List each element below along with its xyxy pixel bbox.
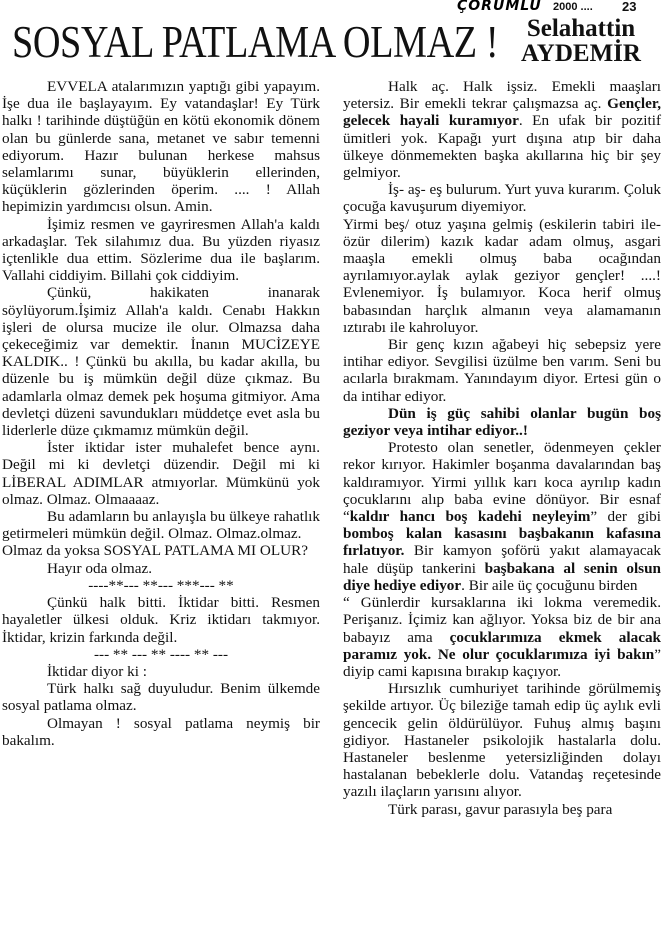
paragraph: Olmaz da yoksa SOSYAL PATLAMA MI OLUR?	[2, 542, 308, 560]
bold-text: başbakana al senin olsun diye hediye ediyor	[343, 559, 661, 594]
text-run: Protesto olan senetler, ödenmeyen çekler rekor kırıyor. Hakimler boşanma davalarından baş kaldıramıyor. Yirmi yıllık karı koca ayrılıp kadın çocuklarını alıp baba evine dönüyor. Bir esnaf “	[343, 439, 661, 526]
paragraph: Bu adamların bu anlayışla bu ülkeye rahatlık getirmeleri mümkün değil. Olmaz. Olmaz.olmaz.	[2, 508, 320, 543]
paragraph	[343, 439, 661, 594]
text-run: “ Günlerdir kursaklarına iki lokma veremedik. Perişanız. İçimiz kan ağlıyor. Yoksa biz de bir ana babayız ama	[343, 594, 661, 646]
text-run: Bir kamyon şoförü yakıt alamayacak hale düşüp tankerini	[343, 542, 661, 577]
page-number: 23	[622, 0, 637, 14]
masthead	[0, 0, 662, 70]
paragraph: Hırsızlık cumhuriyet tarihinde görülmemiş şekilde artıyor. Üç bileziğe tamah edip üç aylık evli gencecik gelin öldürülüyor. Fuhuş almış başını gidiyor. Hastaneler psikolojik hastalarla dolu. Hastaneler beslenme yetersizliğinden dolayı hastalanan bebeklerle dolu. Vatandaş reçetesinde yazılı ilaçların yarısını alıyor.	[343, 680, 661, 801]
paragraph: İş- aş- eş bulurum. Yurt yuva kurarım. Çoluk çocuğa kavuşurum diyemiyor.	[343, 181, 661, 216]
issue-year: 2000 ....	[553, 1, 593, 13]
paragraph: Hayır oda olmaz.	[47, 559, 153, 577]
text-run: Halk aç. Halk işsiz. Emekli maaşları yetersiz. Bir emekli tekrar çalışmazsa aç.	[343, 78, 661, 113]
text-run: ” diyip cami kapısına bırakıp kaçıyor.	[343, 645, 661, 680]
newspaper-brand: ÇORUMLU	[457, 0, 542, 14]
separator: --- ** --- ** ---- ** ---	[93, 645, 229, 663]
paragraph: İktidar diyor ki :	[47, 662, 147, 680]
author-last-name: AYDEMİR	[521, 40, 641, 67]
right-column	[343, 78, 661, 818]
paragraph	[343, 405, 661, 439]
text-run: . En ufak bir pozitif ümitleri yok. Kapağı yurt dışına atıp bir daha ülkeye dönmemekten başka akıllarına hiç bir şey gelmiyor.	[343, 112, 661, 182]
bold-text: Dün iş güç sahibi olanlar bugün boş geziyor veya intihar ediyor..!	[343, 404, 661, 440]
article-headline: SOSYAL PATLAMA OLMAZ !	[12, 17, 499, 67]
paragraph: Yirmi beş/ otuz yaşına gelmiş (eskilerin tabiri ile- özür dilerim) kazık kadar adam olmuş, asgari maaşla emekli olmuş baba ocağından ayrılamıyor.aylak aylak geziyor gençler! ....! Evlenemiyor. İş bulamıyor. Koca herif olmuş babasından harçlık almanın veya alamamanın ıztırabı ile kahroluyor.	[343, 215, 661, 336]
paragraph: Türk parası, gavur parasıyla beş para	[388, 800, 613, 818]
text-run: ” der gibi	[590, 508, 661, 526]
paragraph	[343, 78, 661, 181]
bold-text: kaldır hancı boş kadehi neyleyim	[349, 508, 591, 526]
paragraph	[343, 594, 661, 680]
paragraph: Türk halkı sağ duyuludur. Benim ülkemde sosyal patlama olmaz.	[2, 680, 320, 715]
author-byline	[506, 16, 656, 66]
paragraph: EVVELA atalarımızın yaptığı gibi yapayım. İşe dua ile başlayayım. Ey vatandaşlar! Ey Türk halkı ! tarihinde düştüğün en kötü ekonomik dönem olan bu günlerde sana, metanet ve sabır temenni ediyorum. Hazır bulunan herkese mahsus selamlarımı sunar, büyüklerin ellerinden, küçüklerin gözlerinden öperim. .... ! Allah hepimizin yardımcısı olsun. Amin.	[2, 78, 320, 216]
paragraph: İşimiz resmen ve gayriresmen Allah'a kaldı arkadaşlar. Tek silahımız dua. Bu yüzden riyasız içtenlikle dua ettim. Sözlerime dua ile başlarım. Vallahi ciddiyim. Billahi çok ciddiyim.	[2, 215, 320, 285]
author-first-name: Selahattin	[526, 15, 636, 42]
paragraph: Çünkü, hakikaten inanarak söylüyorum.İşimiz Allah'a kaldı. Cenabı Hakkın işleri de olursa mucize ile olur. Olmazsa daha çekeceğimiz var demektir. İnanın MUCİZEYE KALDIK.. ! Çünkü bu akılla, bu kadar akılla, bu düzenle bu iş mümkün değil düze çıkmaz. Bu adamlarla olmaz demek pek hoşuma gitmiyor. Ama devletçi düzeni savundukları müddetçe evet asla bu liderlerle düze çıkmamız mümkün değil.	[2, 284, 320, 440]
bold-text: çocuklarımıza ekmek alacak paramız yok. Ne olur çocuklarımıza iyi bakın	[343, 628, 661, 663]
paragraph: İster iktidar ister muhalefet bence aynı. Değil mi ki devletçi düzendir. Değil mi ki LİBERAL ADIMLAR atmıyorlar. Mümkünü yok olmaz. Olmaz. Olmaaaaz.	[2, 439, 320, 508]
left-column	[2, 78, 320, 749]
separator: ----**--- **--- ***--- **	[88, 576, 234, 594]
paragraph: Olmayan ! sosyal patlama neymiş bir bakalım.	[2, 714, 320, 749]
paragraph: Çünkü halk bitti. İktidar bitti. Resmen hayaletler ülkesi olduk. Kriz iktidarı takmıyor. İktidar, krizin farkında değil.	[2, 594, 320, 646]
bold-text: Gençler, gelecek hayali kuramıyor	[343, 95, 661, 130]
text-run: . Bir aile üç çocuğunu birden	[461, 576, 638, 594]
bold-text: bomboş kalan kasasını başbakanın kafasına fırlatıyor.	[343, 525, 661, 560]
paragraph: Bir genç kızın ağabeyi hiç sebepsiz yere intihar ediyor. Sevgilisi üzülme ben varım. Seni bu acılarla bırakmam. Yanındayım diyor. Ertesi gün o da intihar ediyor.	[343, 336, 661, 405]
